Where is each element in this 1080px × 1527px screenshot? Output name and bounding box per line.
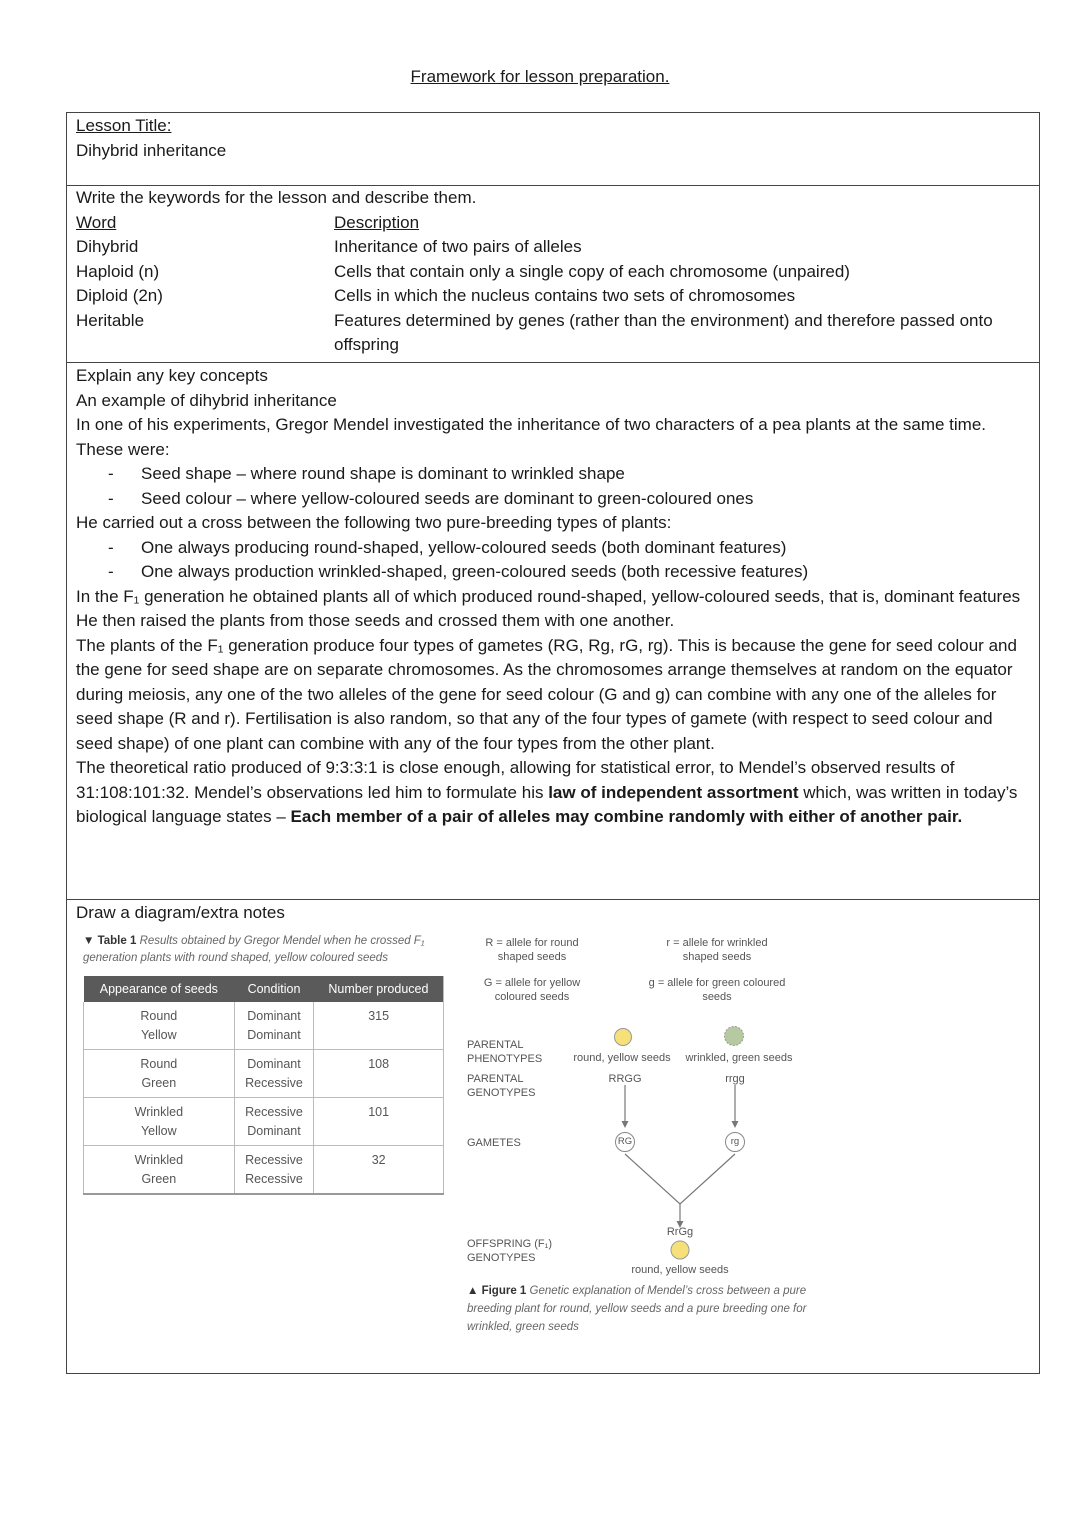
parent-1-seed-icon <box>615 1029 632 1046</box>
key-round: R = allele for round shaped seeds <box>485 937 579 963</box>
results-table <box>83 976 444 1195</box>
bullet-item: - One always production wrinkled-shaped, green-coloured seeds (both recessive features) <box>76 560 1030 585</box>
table-header: Condition <box>234 976 314 1002</box>
key-green: g = allele for green coloured seeds <box>648 977 786 1003</box>
gametes-paragraph: The plants of the F₁ generation produce four types of gametes (RG, Rg, rG, rg). This is because the gene for seed colour and the gene for seed shape are on separate chromosomes. As the chromosomes arrange themselves at random on the equator during meiosis, any one of the two alleles of the gene for seed colour (G and g) can combine with any one of the alleles for seed shape (R and r). Fertilisation is also random, so that any of the four types of gamete (with respect to seed colour and seed shape) of one plant can combine with any of the four types from the other plant. <box>76 635 1017 753</box>
ratio-text-mid: which, was written in today’s biological language states – <box>76 782 1018 826</box>
gamete-2: rg <box>730 1136 740 1147</box>
parental-genotypes-label: PARENTAL GENOTYPES <box>467 1073 536 1099</box>
table-header: Appearance of seeds <box>84 976 235 1002</box>
keyword-word: Diploid (2n) <box>76 286 163 305</box>
fertilisation-lines <box>625 1154 735 1204</box>
keyword-row <box>76 235 1030 260</box>
arrow-head <box>622 1121 629 1128</box>
parental-phenotypes-label: PARENTAL PHENOTYPES <box>467 1039 543 1065</box>
keyword-row <box>76 309 1030 358</box>
f1-paragraph: In the F₁ generation he obtained plants all of which produced round-shaped, yellow-coloured seeds, that is, dominant features <box>76 586 1021 606</box>
keyword-word: Dihybrid <box>76 237 139 256</box>
law-name: law of independent assortment <box>548 782 799 802</box>
parent-2-seed-icon <box>725 1027 744 1046</box>
parent-2-phenotype: wrinkled, green seeds <box>685 1052 793 1064</box>
page-title: Framework for lesson preparation. <box>410 67 670 86</box>
bullet-text: One always production wrinkled-shaped, green-coloured seeds (both recessive features) <box>141 562 809 581</box>
cross-intro: He carried out a cross between the following two pure-breeding types of plants: <box>76 513 672 532</box>
genetic-cross-figure <box>467 932 807 1342</box>
word-column-header: Word <box>76 212 117 232</box>
table-caption <box>83 933 453 967</box>
table-caption-label: ▼ Table 1 <box>83 935 137 947</box>
bullet-text: Seed shape – where round shape is dominant to wrinkled shape <box>141 464 625 483</box>
keywords-prompt: Write the keywords for the lesson and describe them. <box>76 188 477 207</box>
keyword-description: Features determined by genes (rather than the environment) and therefore passed onto offspring <box>334 310 993 354</box>
parent-1-genotype: RRGG <box>608 1073 642 1085</box>
keyword-word: Heritable <box>76 310 145 330</box>
bullet-text: Seed colour – where yellow-coloured seeds are dominant to green-coloured ones <box>141 488 754 508</box>
key-concepts-section <box>67 362 1039 899</box>
diagram-heading: Draw a diagram/extra notes <box>76 903 285 922</box>
bullet-item: - One always producing round-shaped, yellow-coloured seeds (both dominant features) <box>76 536 1030 561</box>
keyword-description: Cells in which the nucleus contains two sets of chromosomes <box>334 286 796 305</box>
offspring-phenotype: round, yellow seeds <box>631 1264 729 1276</box>
table-caption-text: Results obtained by Gregor Mendel when he crossed F₁ generation plants with round shaped, yellow coloured seeds <box>83 935 425 964</box>
keyword-word: Haploid (n) <box>76 261 160 281</box>
lesson-title: Dihybrid inheritance <box>76 140 227 160</box>
parent-1-phenotype: round, yellow seeds <box>573 1052 671 1064</box>
lesson-title-label: Lesson Title: <box>76 116 172 135</box>
table-row: Round Green Dominant Recessive 108 <box>84 1050 444 1098</box>
figure-caption-label: ▲ Figure 1 <box>467 1285 527 1297</box>
keywords-section <box>67 185 1039 362</box>
keyword-row <box>76 260 1030 285</box>
keyword-row <box>76 284 1030 309</box>
table-row: Wrinkled Green Recessive Recessive 32 <box>84 1146 444 1195</box>
offspring-genotype: RrGg <box>666 1226 694 1238</box>
figure-caption-text: Genetic explanation of Mendel’s cross between a pure breeding plant for round, yellow seeds and a pure breeding one for wrinkled, green seeds <box>467 1285 807 1333</box>
concepts-intro: In one of his experiments, Gregor Mendel investigated the inheritance of two characters of a pea plants at the same time. These were: <box>76 415 986 459</box>
table-row: Round Yellow Dominant Dominant 315 <box>84 1002 444 1050</box>
ratio-paragraph <box>76 756 1030 830</box>
key-yellow: G = allele for yellow coloured seeds <box>483 977 581 1003</box>
keyword-description: Cells that contain only a single copy of each chromosome (unpaired) <box>334 261 850 281</box>
bullet-item: - Seed colour – where yellow-coloured seeds are dominant to green-coloured ones <box>76 487 1030 512</box>
table-row: Wrinkled Yellow Recessive Dominant 101 <box>84 1098 444 1146</box>
keyword-description: Inheritance of two pairs of alleles <box>334 237 582 256</box>
law-statement: Each member of a pair of alleles may combine randomly with either of another pair. <box>290 807 963 826</box>
offspring-seed-icon <box>671 1241 689 1259</box>
diagram-section <box>67 899 1039 1373</box>
concepts-subheading: An example of dihybrid inheritance <box>76 390 337 410</box>
lesson-frame <box>66 112 1040 1374</box>
gamete-1: RG <box>617 1136 633 1147</box>
ratio-text: The theoretical ratio produced of 9:3:3:1 is close enough, allowing for statistical error, to Mendel’s observed results of 31:108:101:32. Mendel’s observations led him to formulate his <box>76 758 955 802</box>
bullet-item: - Seed shape – where round shape is dominant to wrinkled shape <box>76 462 1030 487</box>
gametes-label: GAMETES <box>467 1137 521 1149</box>
description-column-header: Description <box>334 212 420 232</box>
concepts-heading: Explain any key concepts <box>76 366 268 385</box>
key-wrinkled: r = allele for wrinkled shaped seeds <box>666 937 768 963</box>
arrow-head <box>732 1121 739 1128</box>
figure-caption <box>467 1282 807 1336</box>
keywords-header <box>76 211 1030 236</box>
parent-2-genotype: rrgg <box>725 1073 745 1085</box>
table-header: Number produced <box>314 976 444 1002</box>
raised-paragraph: He then raised the plants from those seeds and crossed them with one another. <box>76 611 675 630</box>
lesson-title-section <box>67 113 1039 185</box>
bullet-text: One always producing round-shaped, yellow-coloured seeds (both dominant features) <box>141 537 787 557</box>
offspring-label: OFFSPRING (F₁) GENOTYPES <box>467 1238 552 1264</box>
cross-diagram-svg <box>467 932 807 1282</box>
